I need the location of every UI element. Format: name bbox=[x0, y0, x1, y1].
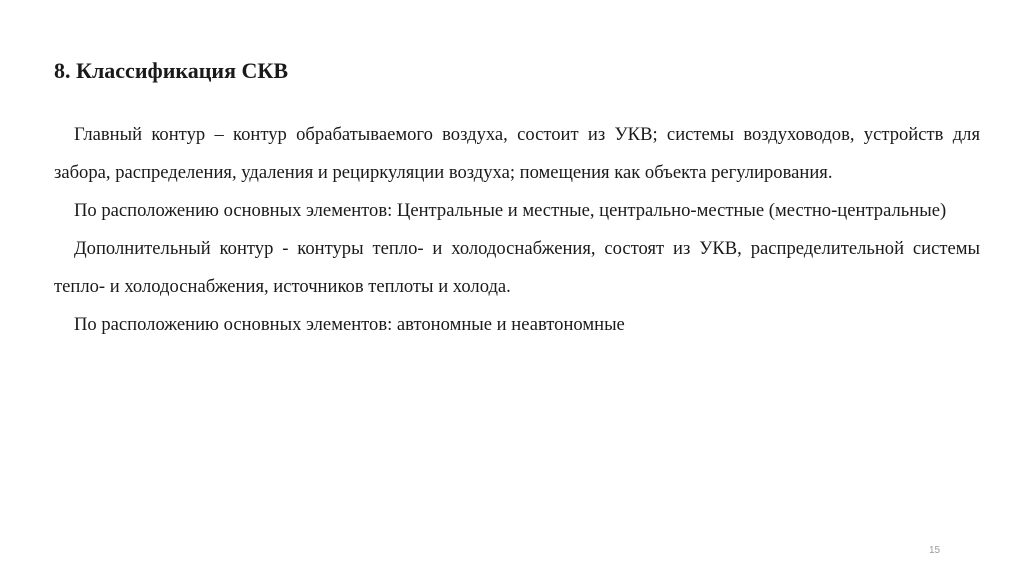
paragraph-main-circuit: Главный контур – контур обрабатываемого воздуха, состоит из УКВ; системы воздуховодов, устройств для забора, распределения, удаления и рециркуляции воздуха; помещения как объекта регулирования. bbox=[54, 124, 980, 183]
slide-body bbox=[54, 116, 980, 344]
paragraph-main-circuit-layout: По расположению основных элементов: Центральные и местные, центрально-местные (местно-центральные) bbox=[74, 200, 947, 221]
slide-title: 8. Классификация СКВ bbox=[54, 58, 289, 83]
paragraph-additional-circuit-layout: По расположению основных элементов: автономные и неавтономные bbox=[74, 314, 625, 335]
page-number: 15 bbox=[929, 545, 941, 556]
paragraph-additional-circuit: Дополнительный контур - контуры тепло- и холодоснабжения, состоят из УКВ, распределительной системы тепло- и холодоснабжения, источников теплоты и холода. bbox=[54, 238, 980, 297]
